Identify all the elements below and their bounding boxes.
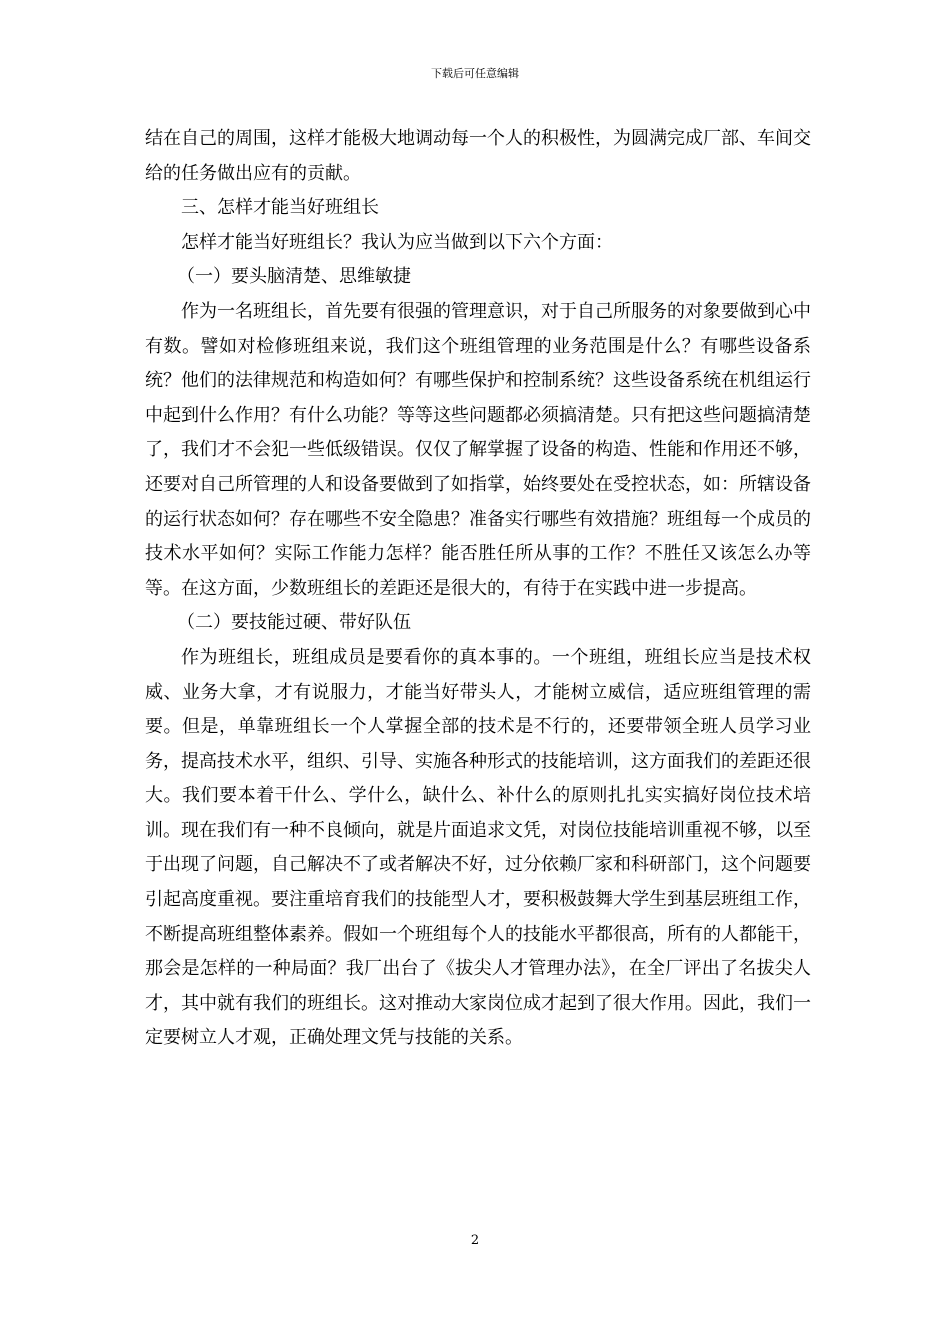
section-intro: 怎样才能当好班组长？我认为应当做到以下六个方面： xyxy=(181,231,613,253)
page-number: 2 xyxy=(470,1233,480,1248)
point-one-heading: （一）要头脑清楚、思维敏捷 xyxy=(177,266,411,288)
document-body xyxy=(145,122,811,1056)
point-one-paragraph: 作为一名班组长，首先要有很强的管理意识，对于自己所服务的对象要做到心中有数。譬如对检修班组来说，我们这个班组管理的业务范围是什么？有哪些设备系统？他们的法律规范和构造如何？有哪些保护和控制系统？这些设备系统在机组运行中起到什么作用？有什么功能？等等这些问题都必须搞清楚。只有把这些问题搞清楚了，我们才不会犯一些低级错误。仅仅了解掌握了设备的构造、性能和作用还不够，还要对自己所管理的人和设备要做到了如指掌，始终要处在受控状态，如：所辖设备的运行状态如何？存在哪些不安全隐患？准备实行哪些有效措施？班组每一个成员的技术水平如何？实际工作能力怎样？能否胜任所从事的工作？不胜任又该怎么办等等。在这方面，少数班组长的差距还是很大的，有待于在实践中进一步提高。 xyxy=(145,300,811,599)
point-two-heading: （二）要技能过硬、带好队伍 xyxy=(177,612,411,634)
page-header: 下载后可任意编辑 xyxy=(431,67,519,80)
section-heading-three: 三、怎样才能当好班组长 xyxy=(181,197,379,219)
point-two-paragraph: 作为班组长，班组成员是要看你的真本事的。一个班组，班组长应当是技术权威、业务大拿，才有说服力，才能当好带头人，才能树立威信，适应班组管理的需要。但是，单靠班组长一个人掌握全部的技术是不行的，还要带领全班人员学习业务，提高技术水平，组织、引导、实施各种形式的技能培训，这方面我们的差距还很大。我们要本着干什么、学什么，缺什么、补什么的原则扎扎实实搞好岗位技术培训。现在我们有一种不良倾向，就是片面追求文凭，对岗位技能培训重视不够，以至于出现了问题，自己解决不了或者解决不好，过分依赖厂家和科研部门，这个问题要引起高度重视。要注重培育我们的技能型人才，要积极鼓舞大学生到基层班组工作，不断提高班组整体素养。假如一个班组每个人的技能水平都很高，所有的人都能干，那会是怎样的一种局面？我厂出台了《拔尖人才管理办法》，在全厂评出了名拔尖人才，其中就有我们的班组长。这对推动大家岗位成才起到了很大作用。因此，我们一定要树立人才观，正确处理文凭与技能的关系。 xyxy=(145,646,811,1049)
paragraph-continued: 结在自己的周围，这样才能极大地调动每一个人的积极性，为圆满完成厂部、车间交给的任务做出应有的贡献。 xyxy=(145,128,811,184)
